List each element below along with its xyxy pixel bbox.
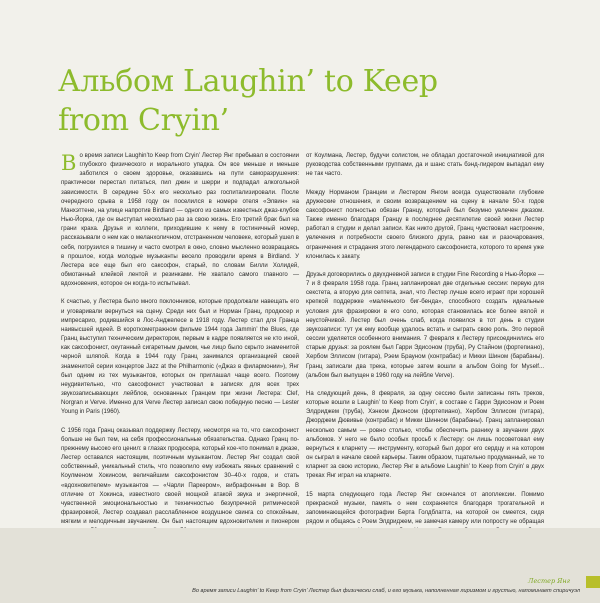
paragraph: [61, 152, 299, 289]
drop-cap: В: [61, 151, 77, 175]
paragraph: К счастью, у Лестера было много поклонников, которые продолжали навещать его и уговаривали вернуться на сцену. Среди них был и Норман Гранц, продюсер и импресарио, родившийся в Лос-Анджелесе в 1918 году. Лестер стал для Гранца наивысшей идеей. В короткометражном фильме 1944 года Jammin’ the Blues, где Гранц выступил техническим директором, первым в кадре появляется не кто иной, как саксофонист, окутанный сигаретным дымом, чье лицо было скрыто знаменитой черной шляпой. Когда в 1944 году Гранц занимался организацией своей знаменитой серии концертов Jazz at the Philharmonic («Джаз в филармонии»), Янг был одним из тех музыкантов, которых он приглашал чаще всего. Поэтому неудивительно, что саксофонист участвовал в записях для всех трех звукозаписывающих лейблов, основанных Гранцем при жизни Лестера: Clef, Norgran и Verve. Именно для Verve Лестер записал свою победную песню — Lester Young in Paris (1960).: [61, 299, 299, 416]
photo-caption: Во время записи Laughin’ to Keep from Cryin’ Лестер был физически слаб, и его музыка, наполненная лиризмом и грустью, напоминает спиричуэл: [192, 588, 580, 594]
article-title: Альбом Laughin’ to Keep from Cryin’: [58, 64, 438, 138]
paragraph: Друзья договорились о двухдневной записи в студии Fine Recording в Нью-Йорке — 7 и 8 февраля 1958 года. Гранц запланировал две отдельные сессии: первую для секстета, а вторую для септета, знал, что Лестер лучше всего играет при хорошей крепкой поддержке «маленького биг-бенда», способного создать идеальные условия для фразировки в его соло, которая становилась все более вялой и неустойчивой. Лестер был очень слаб, когда появился в тот день в студии звукозаписи: тут уж ему вообще удалось встать и сыграть свою роль. Это первой сессии уделяется особенного внимания. 7 февраля к Лестеру присоединились его старые друзья: за роялем был Гарри Эдисоном (труба), Ру Стайном (фортепиано), Хербом Эллисом (гитара), Рэем Брауном (контрабас) и Микки Шином (барабаны). Гранц записали два трека, которые затем вошли в альбом Going for Myself... (альбом был выпущен в 1960 году на лейбле Verve).: [306, 272, 544, 379]
paragraph: 15 марта следующего года Лестер Янг скончался от апоплексии. Помимо прекрасной музыки, память о нем сохраняется благодаря трогательной и запоминающейся фотографии Берта Голдблатта, на которой он смеется, сидя рядом и общаясь с Роем Элдриджем, не замечая камеру или попросту не обращая: [306, 491, 544, 526]
page-marker: [586, 576, 600, 588]
paragraph: На следующий день, 8 февраля, за одну сессию были записаны пять треков, которые вошли в Laughin’ to Keep from Cryin’, в составе с Гарри Эдисоном и Роем Элдриджем (труба), Хэнком Джонсом (фортепиано), Хербом Эллисом (гитара), Джорджем Дювивье (контрабас) и Микки Шинном (барабаны). Гранц запланировал несколько самым — ровно столько, чтобы обеспечить разнику в звучании двух альбомов. У него не было особых просьб к Лестеру: он лишь посоветовал ему вернуться к кларнету — инструменту, который был дорог его сердцу и на котором он сыграл в начале своей карьеры. Таким образом, тщательно продуманный, не то кларнет за свою историю, Лестер Янг в альбоме Laughin’ to Keep from Cryin’ в двух треках Янг играл на кларнете.: [306, 391, 544, 480]
paragraph-text: о время записи Laughin’to Keep from Cryin’ Лестер Янг пребывал в состоянии глубокого физического и морального упадка. Он все меньше и меньше заботился о своем здоровье, оказавшись на пути саморазрушения: практически перестал питаться, пил джин и шерри и подпадал алкогольной зависимости. В середине 50-х его несколько раз госпитализировали. После очередного срыва в 1958 году он поселился в номере отеля «Элвин» на Манхэттене, на улице напротив Birdland — одного из самых известных джаз-клубов Нью-Йорка, где он выступал несколько раз за свою жизнь. Его третий брак был на грани краха. Друзья и коллеги, приходившие к нему в гостиничный номер, рассказывали о нем как о меланхоличном, отстраненном человеке, который ушел в себя, погрузился в тишину и часто смотрел в окно, словно мысленно возвращаясь в прошлое, когда молодые музыканты весело проводили время в Birdland. У Лестера все еще был его саксофон, старый, по словам Билли Холидей, обмотанный клейкой лентой и резинками. Не хватало самого главного — вдохновения, которое он когда-то испытывал.: [61, 153, 299, 288]
paragraph: от Коулмана, Лестер, будучи солистом, не обладал достаточной инициативой для руководства собственными группами, да и шанс стать бэнд-лидером выпадал ему не так часто.: [306, 153, 544, 178]
caption-title: Лестер Янг: [528, 577, 570, 585]
right-column: [306, 152, 544, 564]
left-column: [61, 152, 299, 546]
paragraph: С 1956 года Гранц оказывал поддержку Лестеру, несмотря на то, что саксофонист больше не был тем, на себя профессиональные обязательства. Однако Гранц по-прежнему высоко его ценил: в глазах продюсера, который кое-что понимал в джазе, Лестер оставался настоящим, поэтичным музыкантом. Лестер Янг создал свой собственный, уникальный стиль, что позволило ему избежать явных сравнений с Коулменом Хокинсом, величайшим саксофонистом 30–40-х годов, и стать «вдохновителем» музыкантов — «Чарли Паркером», вибрафонным в Bop. В отличие от Хокинса, известного своей мощной атакой звука и энергичной, чувственной эмоциональностью и техничностью безупречной ритмической фразировкой, Лестер создавал расслабленное воздушное свинга со спокойным, мягким и мелодичным звучанием. Он был настоящим вдохновителем и пионером: [61, 427, 299, 526]
paragraph: Между Норманом Гранцем и Лестером Янгом всегда существовали глубокие дружеские отношения, и своим возвращением на сцену в начале 50-х годов саксофонист полностью обязан Гранцу, который был безумно увлечен джазом. Также именно благодаря Гранцу в последнее десятилетие своей жизни Лестер работал в студии и делал записи. Как никто другой, Гранц чувствовал настроение, увлечения и потребности своего близкого друга, равно как и разочарования, ограничения и страдания этого легендарного саксофониста, которого то время уже клонилась к закату.: [306, 189, 544, 260]
